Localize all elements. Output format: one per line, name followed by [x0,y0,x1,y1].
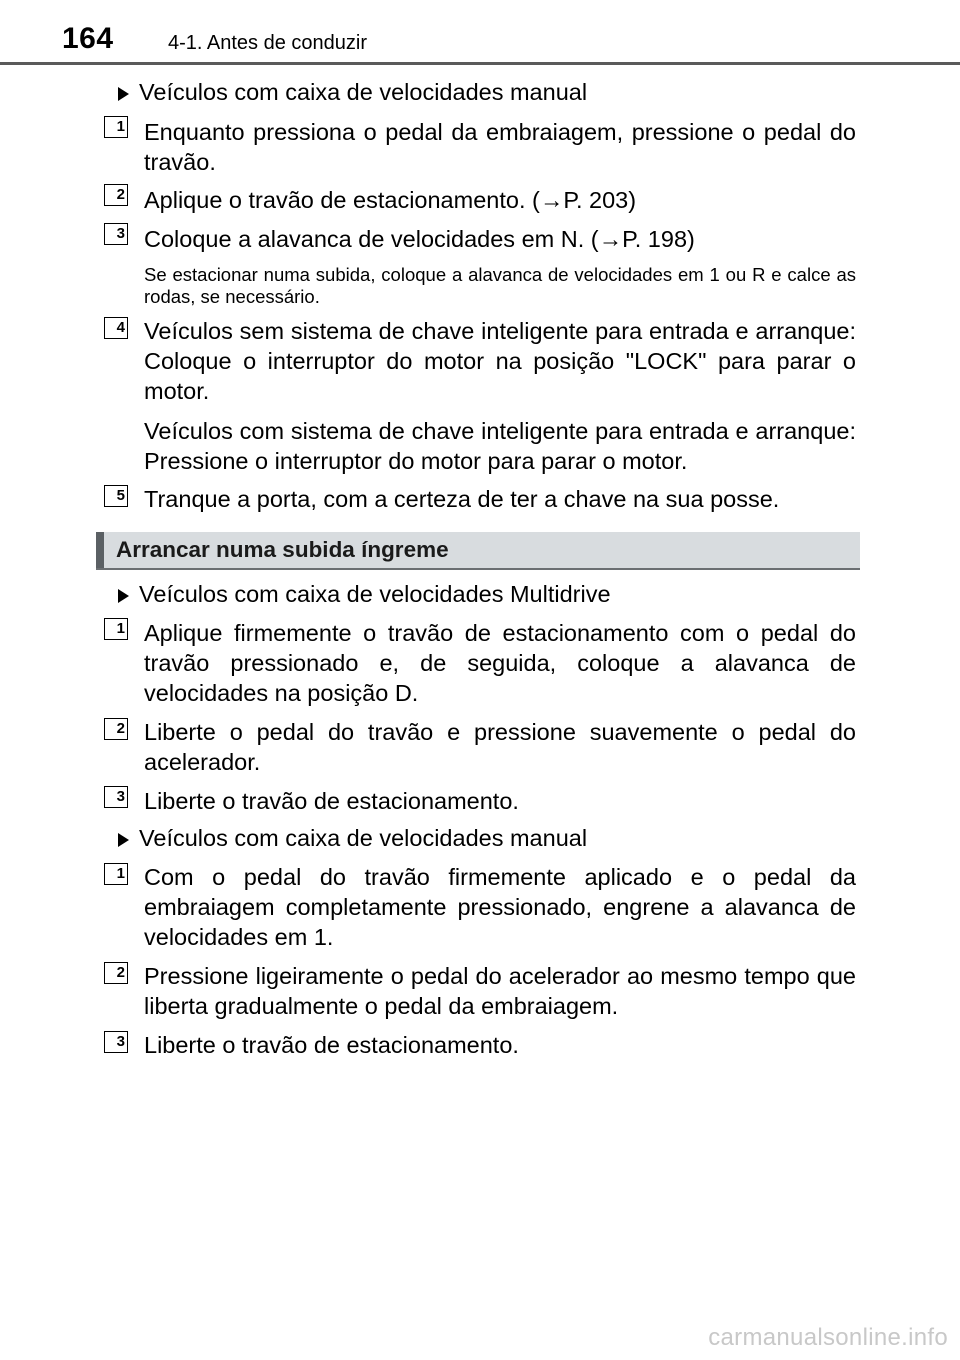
triangle-bullet-icon [118,87,129,101]
step-text: Tranque a porta, com a certeza de ter a chave na sua posse. [144,486,780,512]
step-number-badge: 2 [104,962,128,984]
step-number-badge: 3 [104,223,128,245]
step-text-secondary: Veículos com sistema de chave inteligente para entrada e arranque: Pressione o interruptor do motor para parar o motor. [144,418,856,474]
triangle-bullet-icon [118,833,129,847]
triangle-bullet-icon [118,589,129,603]
section-breadcrumb: 4-1. Antes de conduzir [168,32,368,54]
step-2-text-block [144,717,856,777]
bullet-manual-transmission [118,77,587,107]
step-text: Enquanto pressiona o pedal da embraiagem, pressione o pedal do travão. [144,119,856,175]
section-heading-band [96,532,860,570]
step-1-text-block [144,862,856,952]
step-4-text-block [144,316,856,406]
watermark: carmanualsonline.info [708,1324,948,1351]
step-3-text-block [144,224,856,254]
step-2-text-block [144,185,856,215]
step-5-text-block [144,484,856,514]
bullet-label: Veículos com caixa de velocidades Multidrive [139,581,611,607]
step-number-badge: 3 [104,786,128,808]
step-number-badge: 2 [104,184,128,206]
step-number-badge: 2 [104,718,128,740]
step-number-badge: 3 [104,1031,128,1053]
page-header [0,0,960,64]
step-text: Liberte o travão de estacionamento. [144,788,519,814]
step-3-text-block [144,1030,856,1060]
heading-accent-bar [96,532,104,568]
bullet-multidrive [118,579,611,609]
step-text: Coloque a alavanca de velocidades em N. (→P. 198) [144,226,695,252]
step-text: Liberte o travão de estacionamento. [144,1032,519,1058]
bullet-label: Veículos com caixa de velocidades manual [139,825,588,851]
step-text: Aplique o travão de estacionamento. (→P. 203) [144,187,637,213]
step-text: Pressione ligeiramente o pedal do acelerador ao mesmo tempo que liberta gradualmente o pedal da embraiagem. [144,963,856,1019]
step-text: Veículos sem sistema de chave inteligente para entrada e arranque: Coloque o interruptor do motor na posição "LOCK" para parar o motor. [144,318,856,404]
step-2-text-block [144,961,856,1021]
step-4-text2-block [144,416,856,476]
header-divider [0,62,960,65]
bullet-manual-transmission [118,823,587,853]
step-text: Liberte o pedal do travão e pressione suavemente o pedal do acelerador. [144,719,856,775]
section-heading: Arrancar numa subida íngreme [116,537,449,562]
step-3-text-block [144,786,856,816]
step-number-badge: 1 [104,863,128,885]
step-1-text-block [144,117,856,177]
step-note: Se estacionar numa subida, coloque a alavanca de velocidades em 1 ou R e calce as rodas, se necessário. [144,264,856,307]
step-text: Com o pedal do travão firmemente aplicado e o pedal da embraiagem completamente pressionado, engrene a alavanca de velocidades em 1. [144,864,856,950]
step-number-badge: 1 [104,618,128,640]
step-3-note-block [144,264,856,308]
step-number-badge: 4 [104,317,128,339]
step-number-badge: 5 [104,485,128,507]
bullet-label: Veículos com caixa de velocidades manual [139,79,588,105]
page-number: 164 [62,22,114,55]
step-number-badge: 1 [104,116,128,138]
step-1-text-block [144,618,856,708]
step-text: Aplique firmemente o travão de estacionamento com o pedal do travão pressionado e, de seguida, coloque a alavanca de velocidades na posição D. [144,620,856,706]
